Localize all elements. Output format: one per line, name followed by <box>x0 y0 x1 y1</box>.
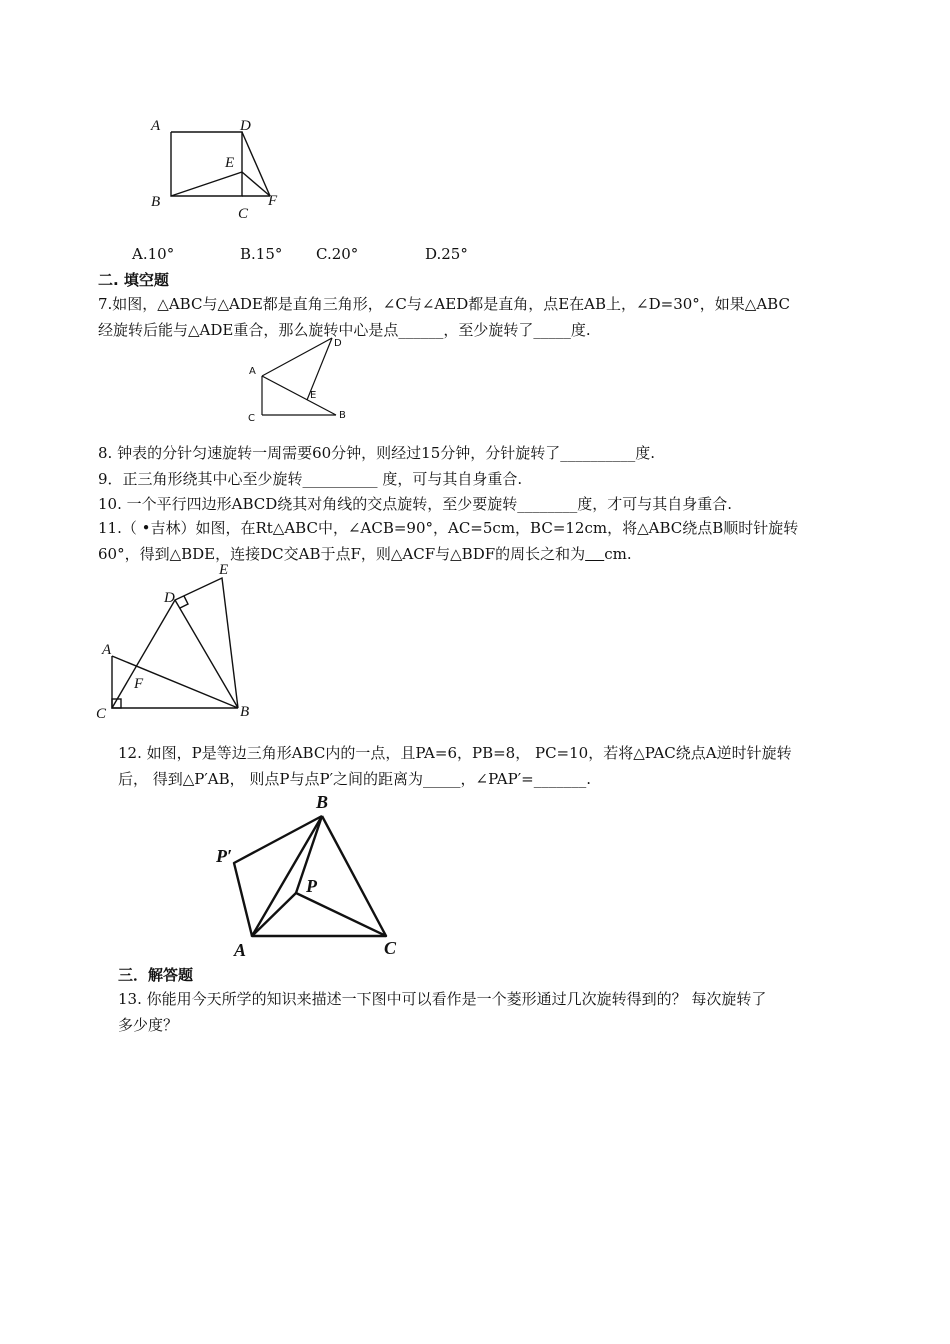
question-11-unit: cm. <box>604 545 632 563</box>
fig3-triangle-abc <box>112 656 238 708</box>
fig2-label-c: C <box>248 413 255 424</box>
figure-equilateral-abc-point-p <box>210 790 410 960</box>
fig4-label-p-prime: P′ <box>216 846 233 866</box>
question-11-line-2-text: 60°，得到△BDE，连接DC交AB于点F，则△ACF与△BDF的周长之和为 <box>98 545 586 563</box>
fig2-label-e: E <box>310 390 317 401</box>
question-9: 9．正三角形绕其中心至少旋转__________ 度，可与其自身重合. <box>98 470 523 488</box>
question-13-line-1: 13. 你能用今天所学的知识来描述一下图中可以看作是一个菱形通过几次旋转得到的？ 每次旋转了 <box>118 990 767 1008</box>
fig3-label-f: F <box>134 676 144 692</box>
question-11-blank <box>585 545 604 563</box>
question-13-line-2: 多少度？ <box>118 1016 179 1034</box>
fig4-label-b: B <box>316 792 329 812</box>
fig1-label-c: C <box>238 206 249 222</box>
fig4-label-a: A <box>234 940 247 960</box>
fig4-label-p: P <box>306 876 317 896</box>
fig1-label-b: B <box>151 194 161 210</box>
question-7-line-2: 经旋转后能与△ADE重合，那么旋转中心是点______，至少旋转了_____度. <box>98 321 591 339</box>
fig3-label-b: B <box>240 704 250 720</box>
choice-b: B.15° <box>240 245 283 263</box>
fig2-label-d: D <box>334 338 342 349</box>
fig1-label-a: A <box>151 118 161 134</box>
fig1-segment-df <box>242 132 270 196</box>
choice-d: D.25° <box>425 245 468 263</box>
fig2-label-b: B <box>339 410 346 421</box>
figure-triangles-ade-abc <box>244 334 354 424</box>
choice-c: C.20° <box>316 245 359 263</box>
fig3-label-d: D <box>164 590 175 606</box>
fig3-label-a: A <box>102 642 112 658</box>
fig1-segment-be <box>171 172 242 196</box>
section-heading-fill-in: 二. 填空题 <box>98 271 169 289</box>
question-7-line-1: 7.如图，△ABC与△ADE都是直角三角形，∠C与∠AED都是直角，点E在AB上，∠D=30°，如果△ABC <box>98 295 790 313</box>
fig2-label-a: A <box>249 366 256 377</box>
fig3-label-c: C <box>96 706 107 722</box>
choice-a: A.10° <box>132 245 175 263</box>
fig3-segment-dc <box>112 600 175 708</box>
question-12-line-1: 12. 如图，P是等边三角形ABC内的一点，且PA=6，PB=8， PC=10，若将△PAC绕点A逆时针旋转 <box>118 744 792 762</box>
question-8: 8. 钟表的分针匀速旋转一周需要60分钟，则经过15分钟，分针旋转了__________度. <box>98 444 656 462</box>
fig4-label-c: C <box>384 938 397 958</box>
figure-rotated-triangle-bde <box>92 560 262 730</box>
section-heading-solutions: 三．解答题 <box>118 966 194 984</box>
fig1-segment-ef <box>242 172 270 196</box>
fig1-label-d: D <box>240 118 251 134</box>
question-10: 10. 一个平行四边形ABCD绕其对角线的交点旋转，至少要旋转________度，才可与其自身重合. <box>98 495 733 513</box>
fig2-segment-ad <box>262 338 332 376</box>
fig1-label-f: F <box>268 193 278 209</box>
question-11-line-1: 11.（ •吉林）如图，在Rt△ABC中，∠ACB=90°，AC=5cm，BC=12cm，将△ABC绕点B顺时针旋转 <box>98 519 799 537</box>
question-12-line-2: 后， 得到△P′AB， 则点P与点P′之间的距离为_____，∠PAP′=_______. <box>118 770 591 788</box>
fig1-label-e: E <box>225 155 235 171</box>
figure-rectangle-abcdef <box>145 112 285 222</box>
fig2-segment-ab <box>262 376 336 415</box>
fig3-label-e: E <box>219 562 229 578</box>
